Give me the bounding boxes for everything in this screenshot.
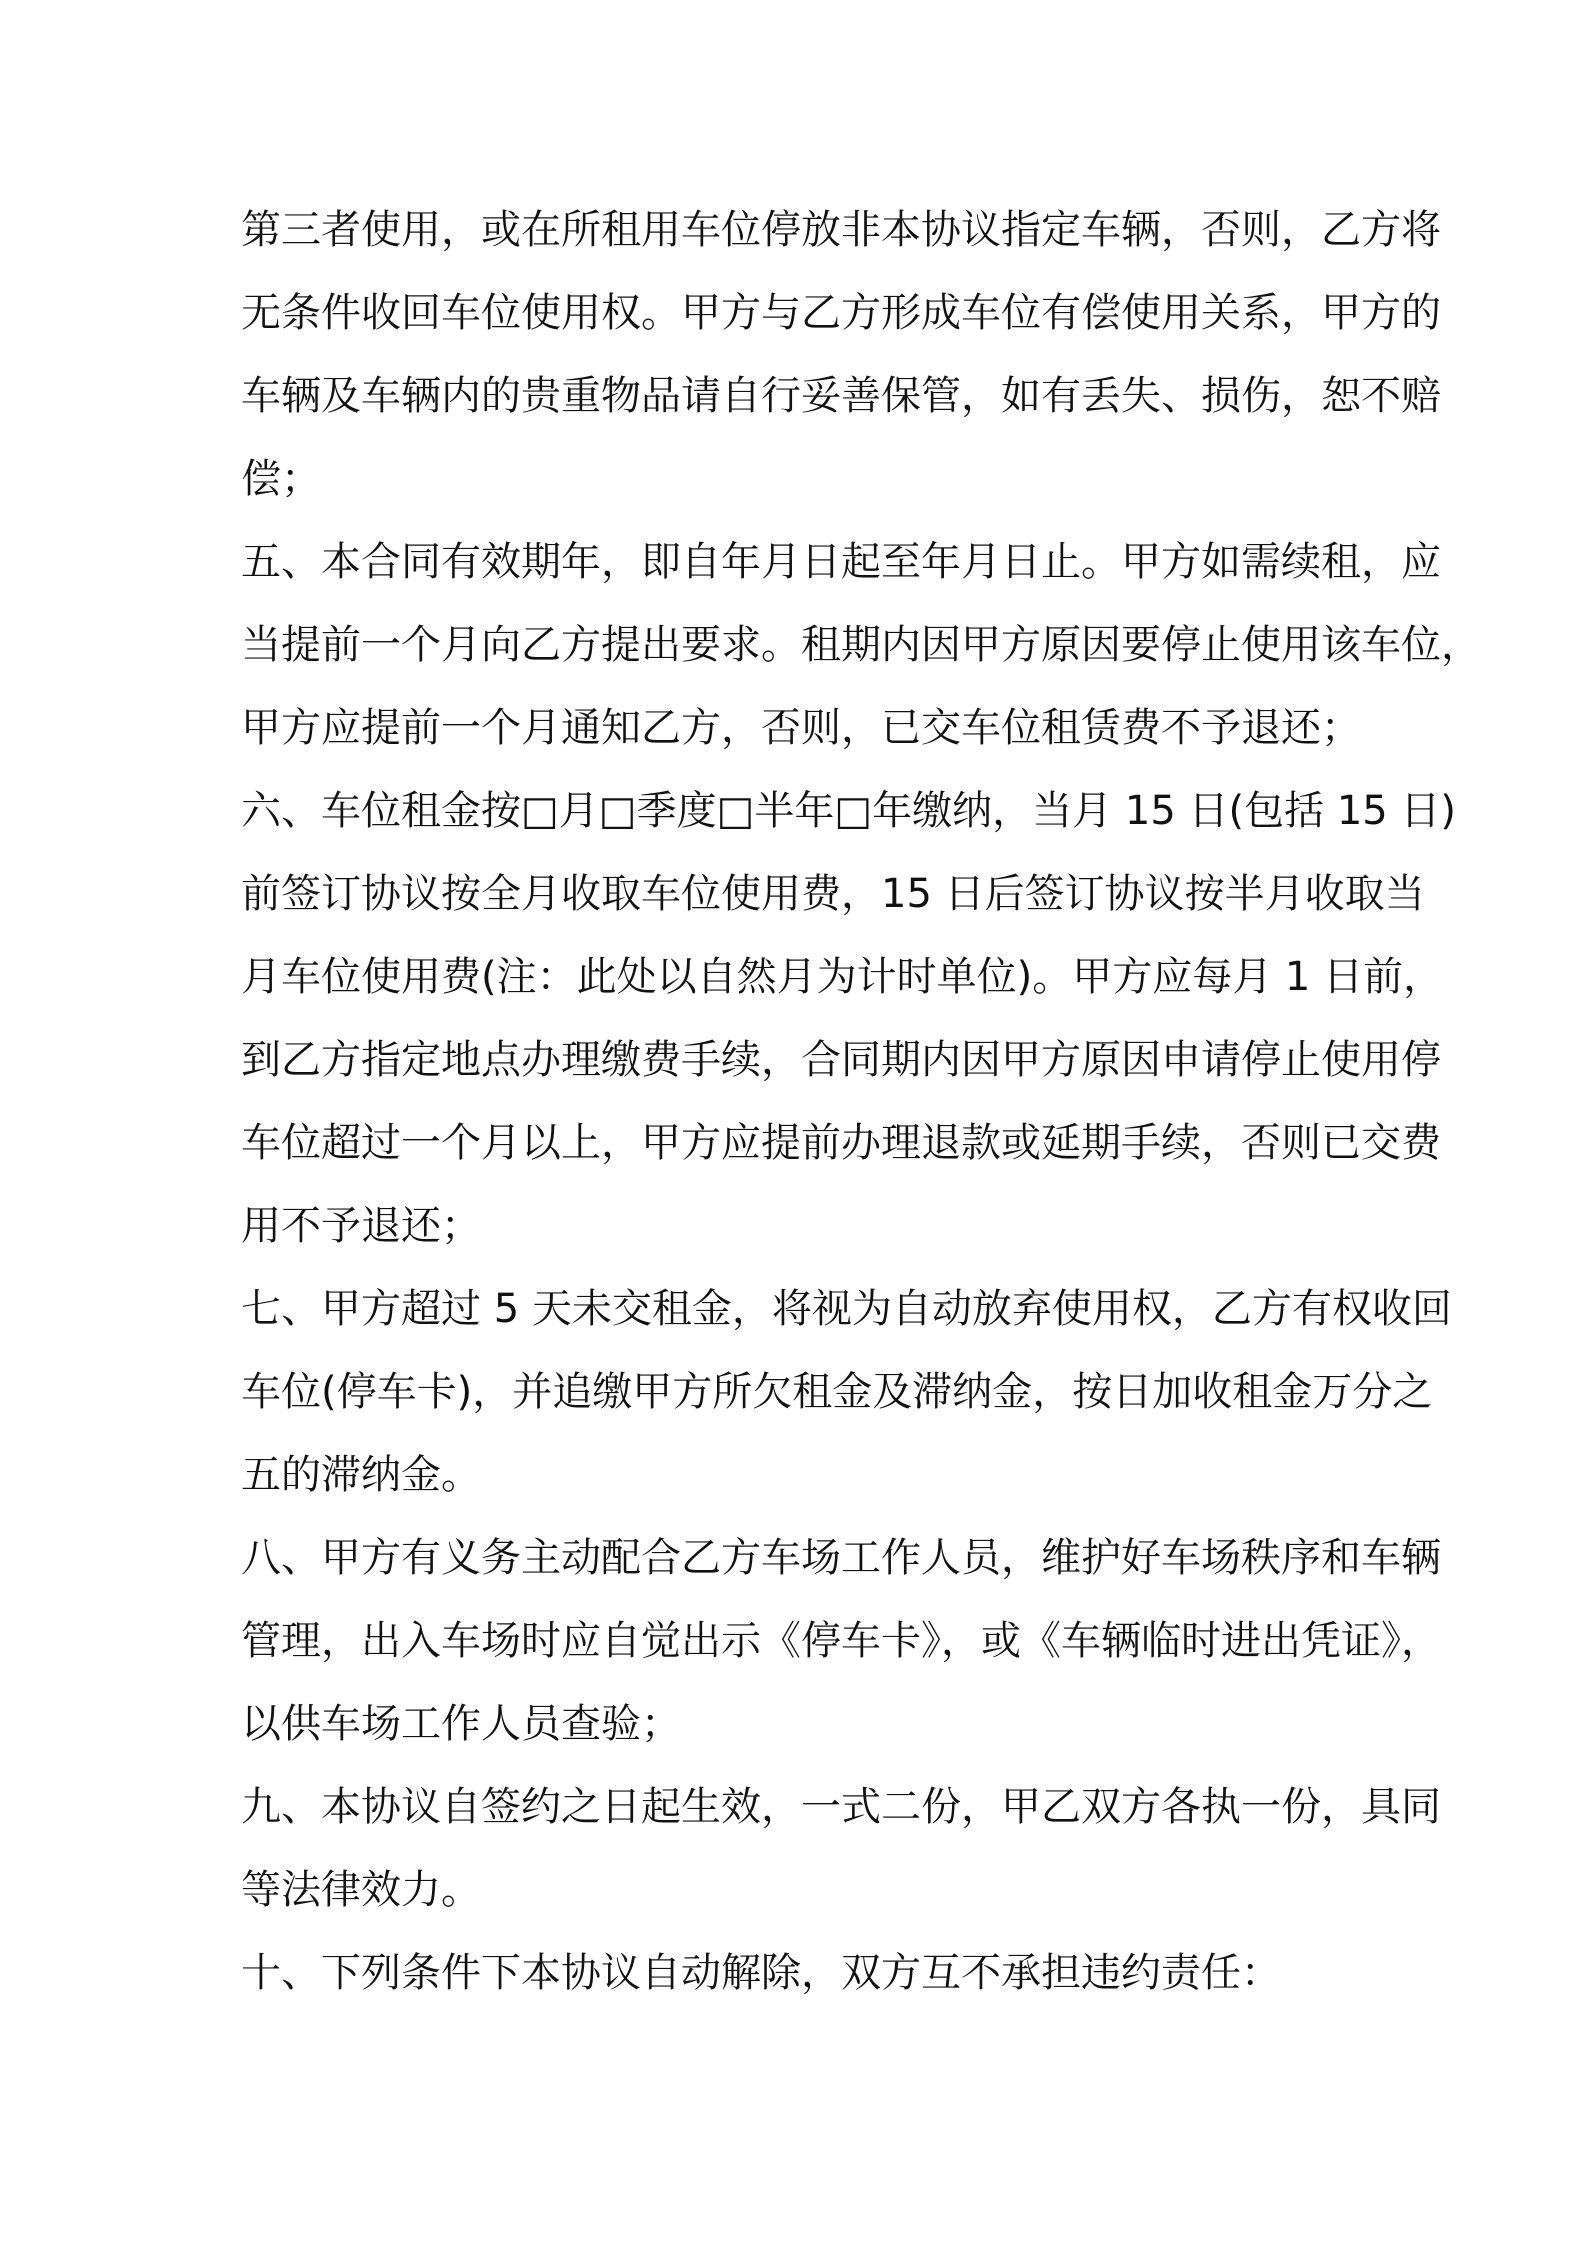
- text-line: 当提前一个月向乙方提出要求。租期内因甲方原因要停止使用该车位，: [241, 622, 1481, 668]
- text-line: 六、车位租金按□月□季度□半年□年缴纳，当月 15 日(包括 15 日): [241, 788, 1457, 834]
- text-line: 五、本合同有效期年，即自年月日起至年月日止。甲方如需续租，应: [241, 539, 1441, 585]
- text-line: 到乙方指定地点办理缴费手续，合同期内因甲方原因申请停止使用停: [241, 1037, 1441, 1083]
- text-line: 用不予退还；: [241, 1203, 481, 1249]
- text-line: 等法律效力。: [241, 1867, 481, 1913]
- text-line: 无条件收回车位使用权。甲方与乙方形成车位有偿使用关系，甲方的: [241, 290, 1441, 336]
- text-line: 五的滞纳金。: [241, 1452, 481, 1498]
- text-line: 车位(停车卡)，并追缴甲方所欠租金及滞纳金，按日加收租金万分之: [241, 1369, 1433, 1415]
- text-line: 七、甲方超过 5 天未交租金，将视为自动放弃使用权，乙方有权收回: [241, 1286, 1452, 1332]
- text-line: 十、下列条件下本协议自动解除，双方互不承担违约责任：: [241, 1950, 1281, 1996]
- text-line: 八、甲方有义务主动配合乙方车场工作人员，维护好车场秩序和车辆: [241, 1535, 1441, 1581]
- text-line: 以供车场工作人员查验；: [241, 1701, 681, 1747]
- text-line: 月车位使用费(注：此处以自然月为计时单位)。甲方应每月 1 日前，: [241, 954, 1444, 1000]
- text-line: 九、本协议自签约之日起生效，一式二份，甲乙双方各执一份，具同: [241, 1784, 1441, 1830]
- text-line: 管理，出入车场时应自觉出示《停车卡》，或《车辆临时进出凭证》，: [241, 1618, 1441, 1664]
- text-line: 第三者使用，或在所租用车位停放非本协议指定车辆，否则，乙方将: [241, 207, 1441, 253]
- text-line: 前签订协议按全月收取车位使用费，15 日后签订协议按半月收取当: [241, 871, 1425, 917]
- text-line: 车辆及车辆内的贵重物品请自行妥善保管，如有丢失、损伤，恕不赔: [241, 373, 1441, 419]
- text-line: 车位超过一个月以上，甲方应提前办理退款或延期手续，否则已交费: [241, 1120, 1441, 1166]
- text-line: 甲方应提前一个月通知乙方，否则，已交车位租赁费不予退还；: [241, 705, 1361, 751]
- text-line: 偿；: [241, 456, 321, 502]
